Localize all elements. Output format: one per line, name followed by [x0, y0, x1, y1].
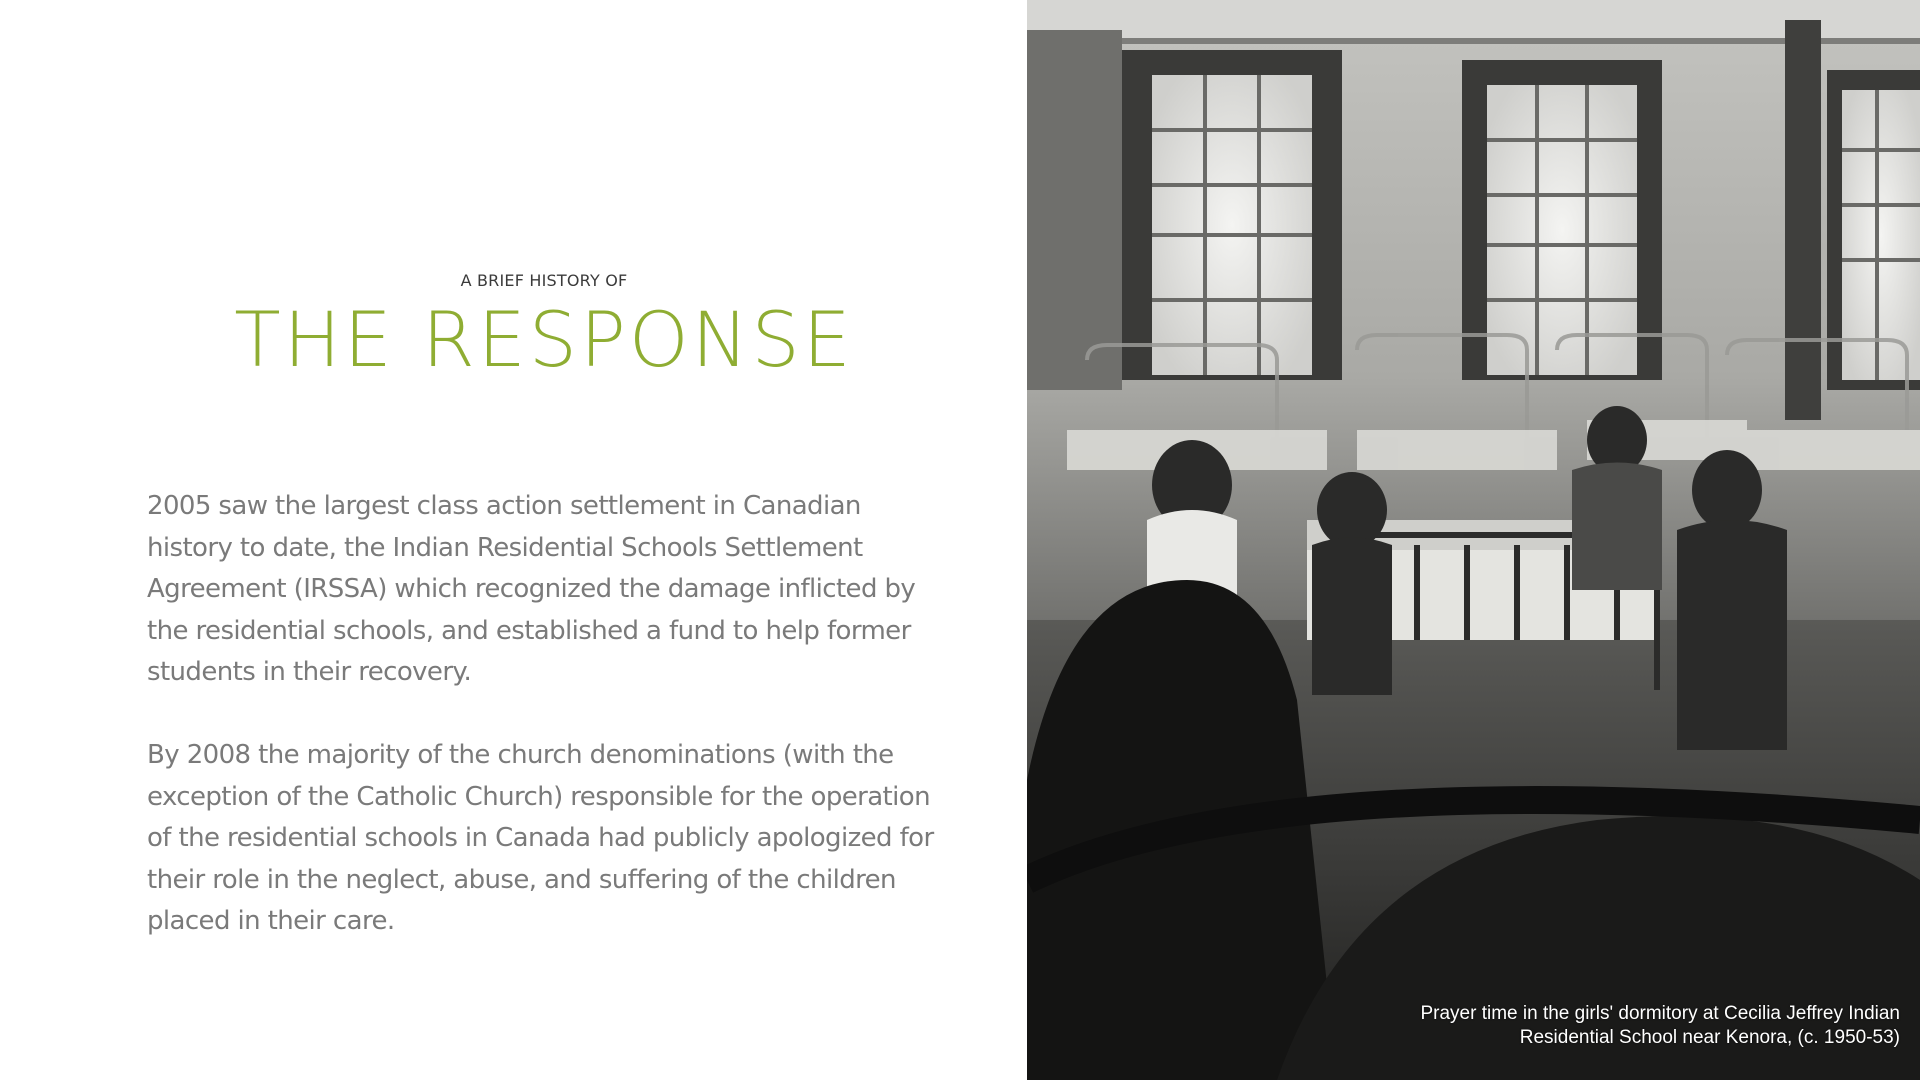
- photo-caption: [1200, 1002, 1900, 1050]
- window-center: [1462, 60, 1662, 380]
- caption-line-2: Residential School near Kenora, (c. 1950-53): [1519, 1027, 1900, 1048]
- slide-title: THE RESPONSE: [234, 295, 854, 384]
- eyebrow-label: A BRIEF HISTORY OF: [460, 271, 628, 290]
- dormitory-photo: [1027, 0, 1920, 1080]
- body-text: [147, 486, 947, 984]
- caption-line-1: Prayer time in the girls' dormitory at Cecilia Jeffrey Indian: [1420, 1003, 1900, 1024]
- window-left: [1122, 50, 1342, 380]
- dormitory-photo-illustration: [1027, 0, 1920, 1080]
- paragraph-2005: 2005 saw the largest class action settlement in Canadian history to date, the Indian Residential Schools Settlement Agreement (IRSSA) which recognized the damage inflicted by the residential schools, and established a fund to help former students in their recovery.: [147, 491, 916, 687]
- paragraph-2008: By 2008 the majority of the church denominations (with the exception of the Catholic Church) responsible for the operation of the residential schools in Canada had publicly apologized for their role in the neglect, abuse, and suffering of the children placed in their care.: [147, 740, 934, 936]
